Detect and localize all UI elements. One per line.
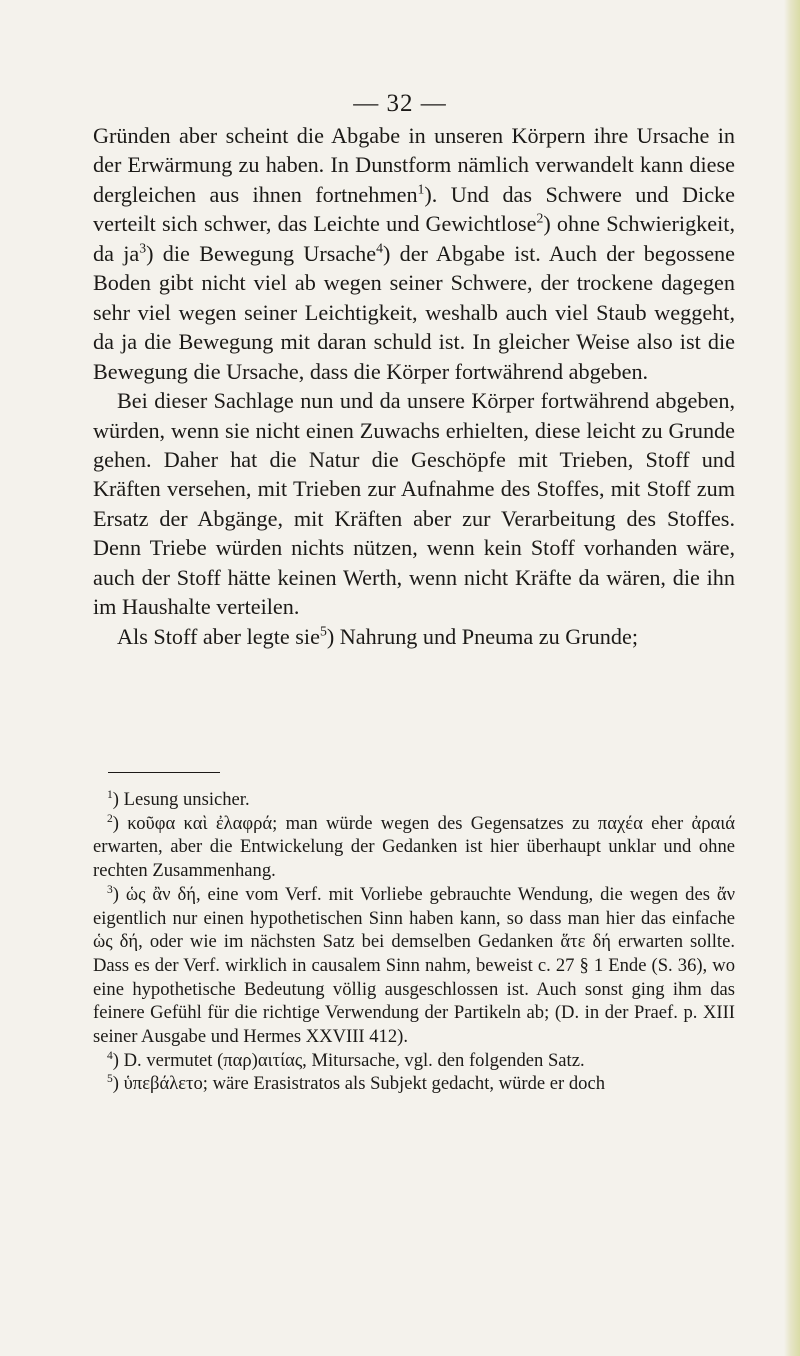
text-run: ) Lesung unsicher. bbox=[112, 789, 250, 810]
text-run: Bei dieser Sachlage nun und da unsere Körper fortwährend abgeben, würden, wenn sie nicht einen Zuwachs erhielten, diese leicht zu Grunde gehen. Daher hat die Natur die Geschöpfe mit Trieben, Stoff und Kräften versehen, mit Trieben zur Aufnahme des Stoffes, mit Stoff zum Ersatz der Abgänge, mit Kräften aber zur Verarbeitung des Stoffes. Denn Triebe würden nichts nützen, wenn kein Stoff vorhanden wäre, auch der Stoff hätte keinen Werth, wenn nicht Kräfte da wären, die ihn im Haushalte verteilen. bbox=[93, 388, 735, 620]
footnote-marker: 4 bbox=[107, 1049, 113, 1062]
text-run: ) κοῦφα καὶ ἐλαφρά; man würde wegen des Gegensatzes zu παχέα eher ἀραιά erwarten, aber die Entwickelung der Gedanken ist hier überhaupt unklar und ohne rechten Zusammenhang. bbox=[93, 812, 735, 882]
footnote bbox=[93, 883, 735, 1049]
footnote-reference: 4 bbox=[376, 240, 383, 256]
text-run: ). Und das Schwere und Dicke verteilt sich schwer, das Leichte und Gewichtlose bbox=[93, 181, 735, 237]
footnote-marker: 3 bbox=[107, 883, 113, 896]
footnote bbox=[93, 788, 735, 812]
text-run: Als Stoff aber legte sie bbox=[117, 623, 320, 649]
footnote-reference: 1 bbox=[417, 181, 425, 197]
text-run: ) Nahrung und Pneuma zu Grunde; bbox=[326, 623, 638, 649]
page-number: — 32 — bbox=[353, 90, 447, 117]
footnote-marker: 5 bbox=[107, 1073, 113, 1086]
text-run: ) die Bewegung Ursache bbox=[146, 240, 377, 266]
footnote-reference: 5 bbox=[319, 623, 327, 639]
footnote bbox=[93, 1049, 735, 1073]
text-run: ) ὑπεβάλετο; wäre Erasistratos als Subjekt gedacht, würde er doch bbox=[112, 1073, 606, 1095]
paragraph bbox=[93, 121, 735, 386]
paragraph bbox=[93, 622, 735, 651]
text-run: ) D. vermutet (παρ)αιτίας, Mitursache, vgl. den folgenden Satz. bbox=[112, 1049, 585, 1071]
text-run: ) der Abgabe ist. Auch der begossene Boden gibt nicht viel ab wegen seiner Schwere, der trockene dagegen sehr viel wegen seiner Leichtigkeit, weshalb auch viel Staub weggeht, da ja die Bewegung mit daran schuld ist. In gleicher Weise also ist die Bewegung die Ursache, dass die Körper fortwährend abgeben. bbox=[93, 240, 735, 384]
footnote-marker: 2 bbox=[107, 812, 113, 825]
paragraph bbox=[93, 386, 735, 622]
footnote-reference: 3 bbox=[139, 240, 147, 256]
footnotes bbox=[93, 788, 735, 1096]
footnote-separator bbox=[108, 772, 220, 773]
page-edge-discoloration bbox=[784, 0, 800, 1356]
text-run: ) ὡς ἂν δή, eine vom Verf. mit Vorliebe gebrauchte Wendung, die wegen des ἄν eigentlich nur einen hypothetischen Sinn haben kann, so dass man hier das einfache ὡς δή, oder wie im nächsten Satz bei demselben Gedanken ἅτε δή erwarten sollte. Dass es der Verf. wirklich in causalem Sinn nahm, beweist c. 27 § 1 Ende (S. 36), wo eine hypothetische Bedeutung völlig ausgeschlossen ist. Auch sonst ging ihm das feinere Gefühl für die richtige Verwendung der Partikeln ab; (D. in der Praef. p. XIII seiner Ausgabe und Hermes XXVIII 412). bbox=[93, 883, 735, 1048]
footnote bbox=[93, 1072, 735, 1096]
footnote-reference: 2 bbox=[536, 210, 544, 226]
text-run: Gründen aber scheint die Abgabe in unseren Körpern ihre Ursache in der Erwärmung zu haben. In Dunstform nämlich verwandelt kann diese dergleichen aus ihnen fortnehmen bbox=[93, 123, 735, 207]
footnote bbox=[93, 812, 735, 883]
main-text bbox=[93, 121, 735, 651]
footnote-marker: 1 bbox=[107, 788, 113, 801]
text-run: ) ohne Schwierigkeit, da ja bbox=[93, 211, 735, 266]
